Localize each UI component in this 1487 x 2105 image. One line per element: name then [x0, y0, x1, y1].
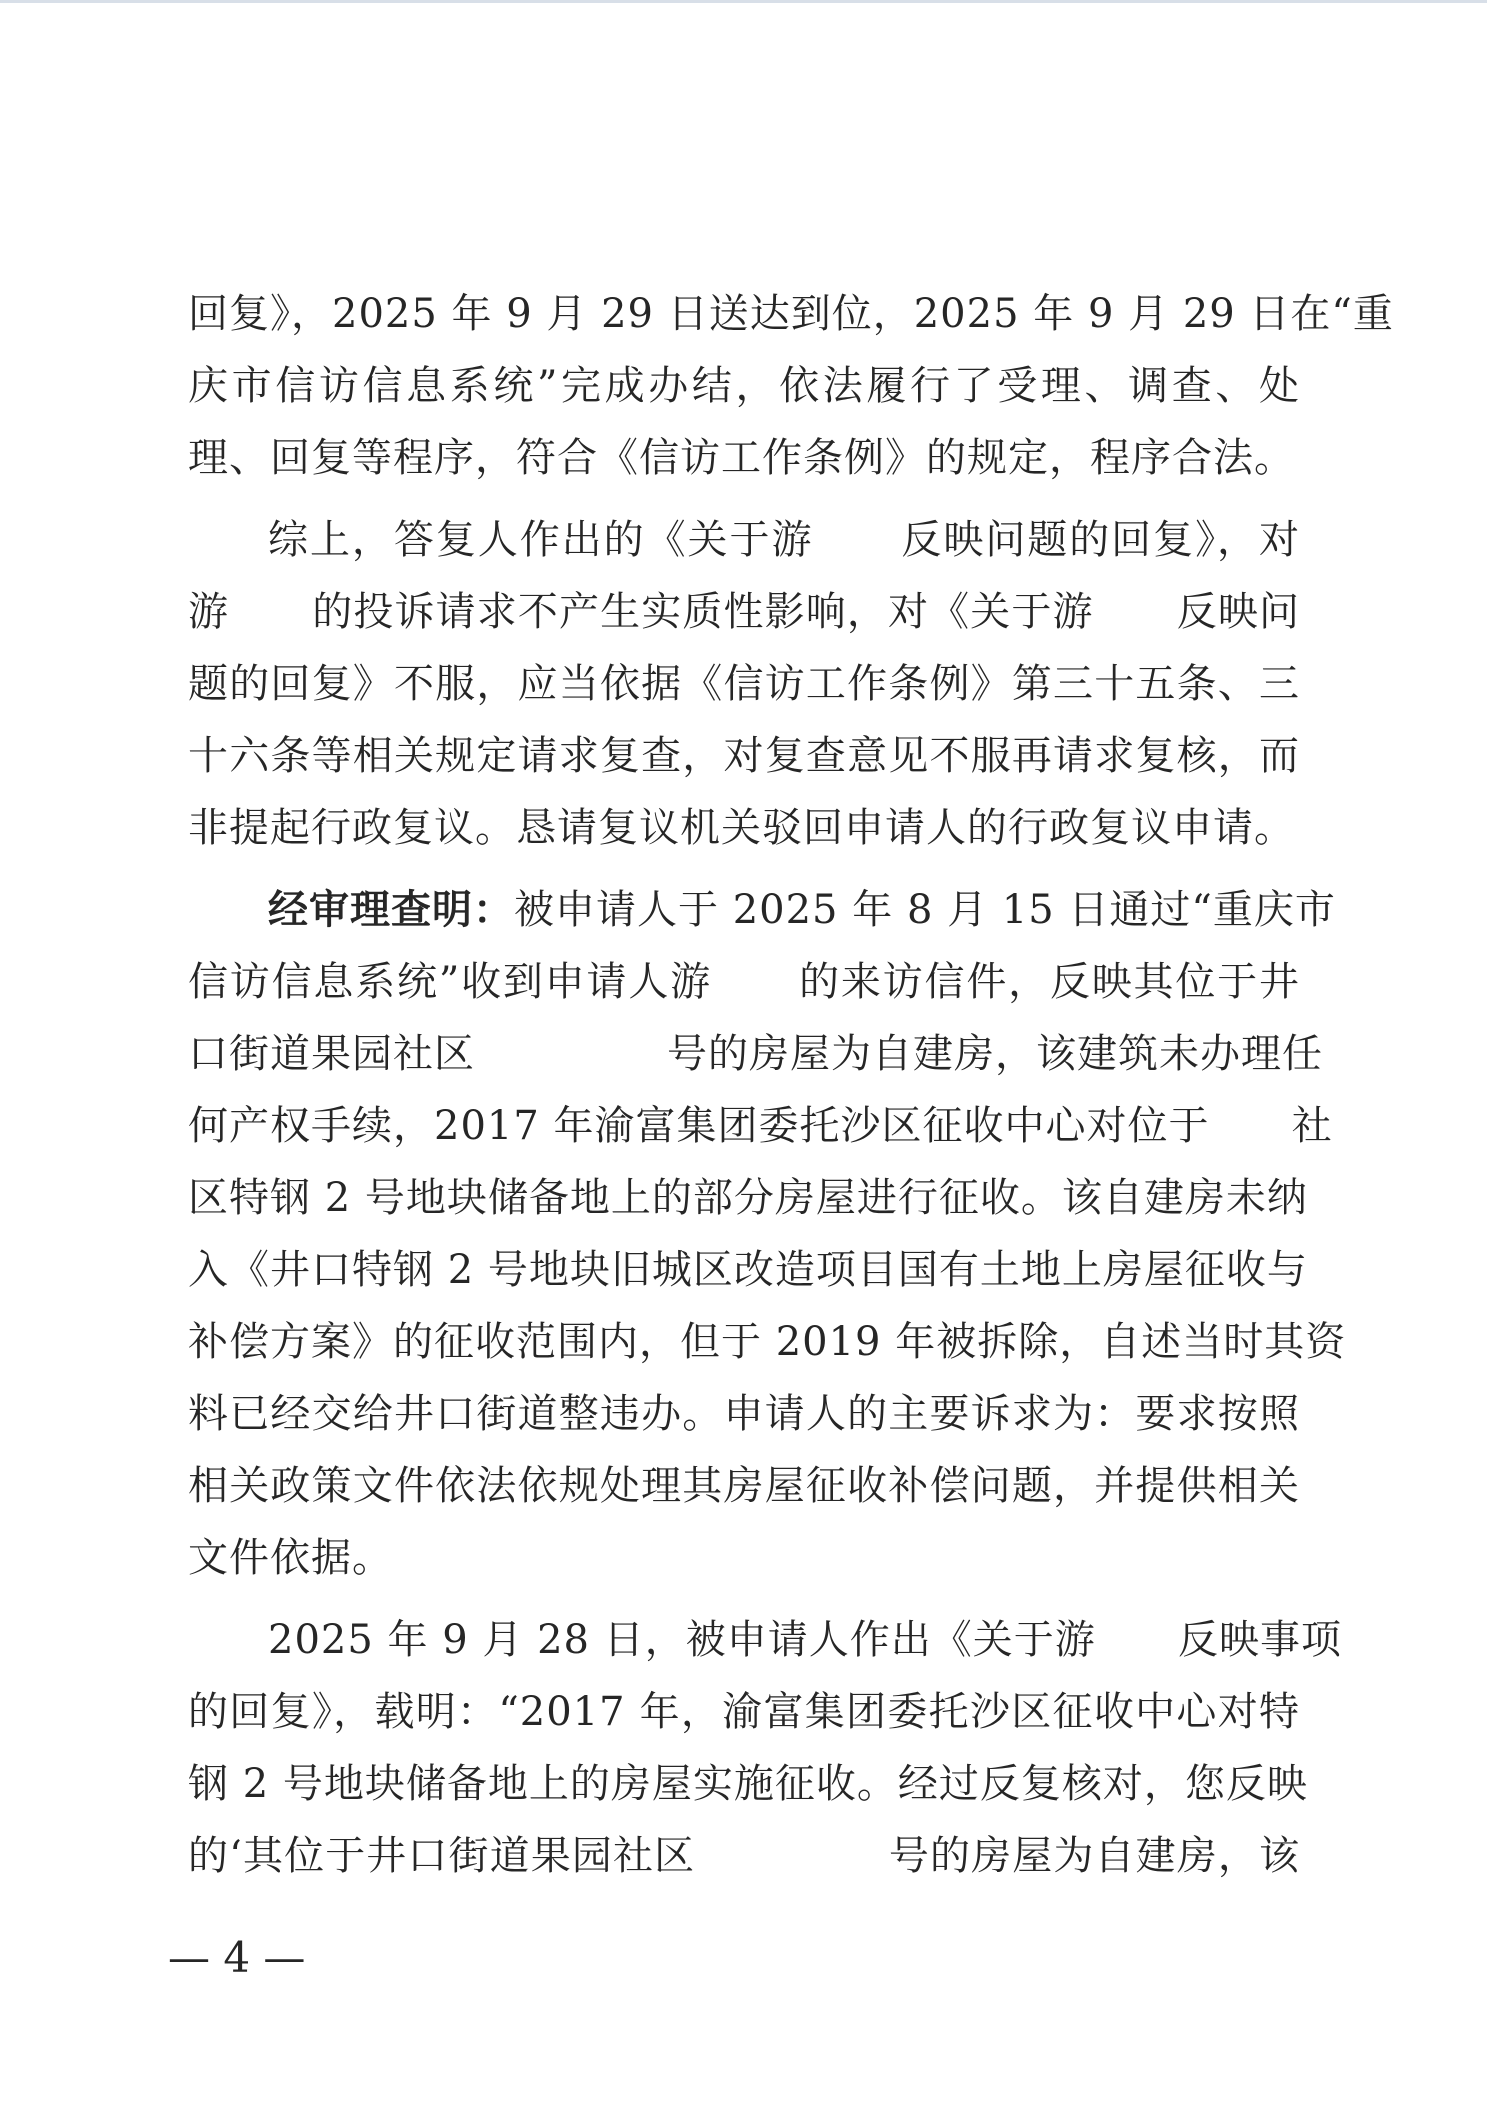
- text-line: 理、回复等程序，符合《信访工作条例》的规定，程序合法。: [188, 435, 1295, 481]
- text-line: 题的回复》不服，应当依据《信访工作条例》第三十五条、三: [188, 661, 1300, 707]
- text-line: 2025 年 9 月 28 日，被申请人作出《关于游 反映事项: [268, 1617, 1343, 1663]
- paragraph-summary: [188, 504, 1300, 864]
- findings-heading: 经审理查明：: [268, 886, 514, 933]
- text-line: 的‘其位于井口街道果园社区 号的房屋为自建房，该: [188, 1833, 1300, 1879]
- text-line: 十六条等相关规定请求复查，对复查意见不服再请求复核，而: [188, 733, 1300, 779]
- text-line: 综上，答复人作出的《关于游 反映问题的回复》，对: [268, 517, 1300, 563]
- text-line: 游 的投诉请求不产生实质性影响，对《关于游 反映问: [188, 589, 1300, 635]
- text-line: 入《井口特钢 2 号地块旧城区改造项目国有土地上房屋征收与: [188, 1247, 1308, 1293]
- text-line: 料已经交给井口街道整违办。申请人的主要诉求为：要求按照: [188, 1391, 1300, 1437]
- text-line: 信访信息系统”收到申请人游 的来访信件，反映其位于井: [188, 959, 1300, 1005]
- paragraph-procedure: [188, 278, 1394, 494]
- paragraph-reply: [188, 1604, 1343, 1892]
- text-line: [188, 874, 1336, 946]
- text-line: 口街道果园社区 号的房屋为自建房，该建筑未办理任: [188, 1031, 1324, 1077]
- page-number: — 4 —: [168, 1933, 306, 1982]
- text-line: 区特钢 2 号地块储备地上的部分房屋进行征收。该自建房未纳: [188, 1175, 1308, 1221]
- text-line: 钢 2 号地块储备地上的房屋实施征收。经过反复核对，您反映: [188, 1761, 1308, 1807]
- text-line: 回复》，2025 年 9 月 29 日送达到位，2025 年 9 月 29 日在“重: [188, 291, 1394, 337]
- text-line: 相关政策文件依法依规处理其房屋征收补偿问题，并提供相关: [188, 1463, 1300, 1509]
- scan-top-edge: [0, 0, 1487, 3]
- text-line: 何产权手续，2017 年渝富集团委托沙区征收中心对位于 社: [188, 1103, 1333, 1149]
- text-line: 补偿方案》的征收范围内，但于 2019 年被拆除，自述当时其资: [188, 1319, 1347, 1365]
- text-line: 文件依据。: [188, 1535, 393, 1581]
- paragraph-findings: [188, 874, 1347, 1594]
- document-body: [188, 278, 1394, 1892]
- text-line: 的回复》，载明：“2017 年，渝富集团委托沙区征收中心对特: [188, 1689, 1300, 1735]
- findings-first-line: 被申请人于 2025 年 8 月 15 日通过“重庆市: [514, 887, 1336, 933]
- text-line: 非提起行政复议。恳请复议机关驳回申请人的行政复议申请。: [188, 805, 1295, 851]
- text-line: 庆市信访信息系统”完成办结，依法履行了受理、调查、处: [188, 363, 1300, 409]
